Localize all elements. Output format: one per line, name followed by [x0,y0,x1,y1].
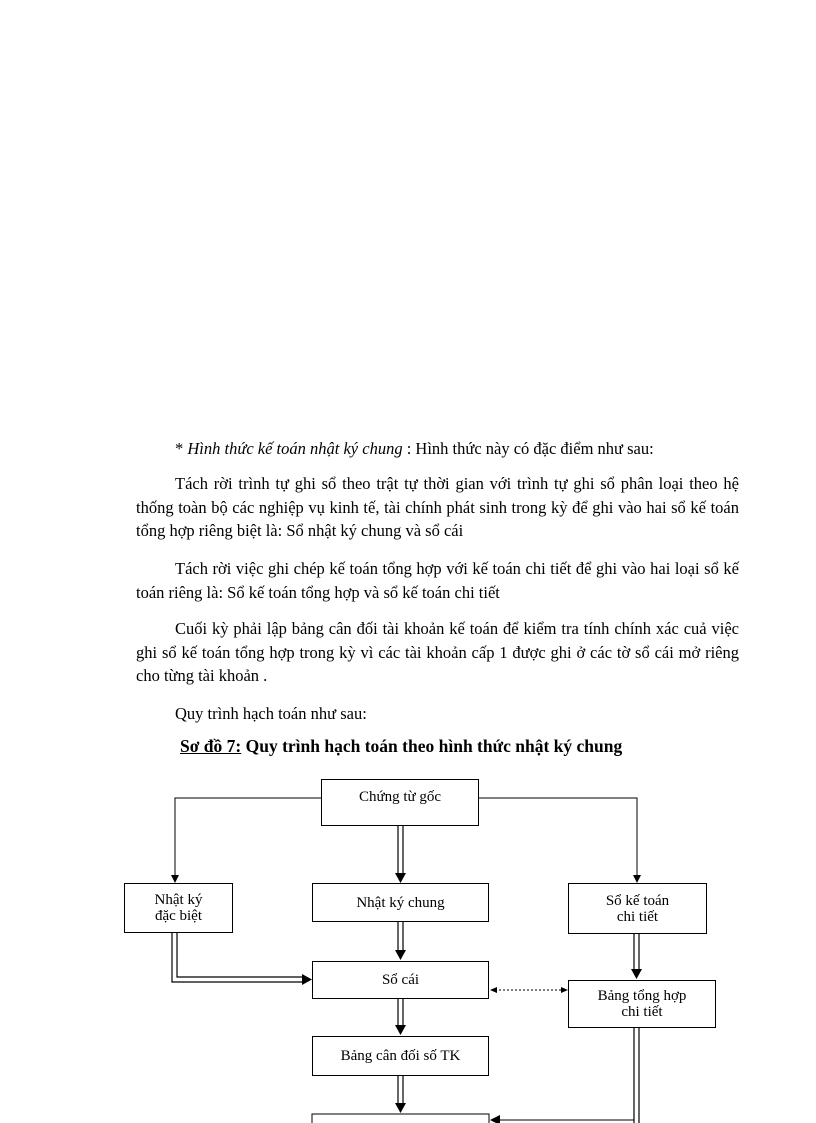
arrow-goc-to-dac-biet [175,798,321,882]
box-chung-tu-goc: Chứng từ gốc [321,779,479,826]
box-bang-tong-hop-chi-tiet: Bảng tổng hợp chi tiết [568,980,716,1028]
box-bang-can-doi-so-tk: Bảng cân đối số TK [312,1036,489,1076]
intro-title: Hình thức kế toán nhật ký chung [187,439,403,458]
box-so-cai: Sổ cái [312,961,489,999]
paragraph-1: Tách rời trình tự ghi sổ theo trật tự thời gian với trình tự ghi sổ phân loại theo hệ thống toàn bộ các nghiệp vụ kinh tế, tài chính phát sinh trong kỳ để ghi vào hai sổ kế toán tổng hợp riêng biệt là: Sổ nhật ký chung và sổ cái [136,474,739,540]
arrow-so-cai-to-bang-can-doi [395,999,406,1035]
diagram-heading-text: Quy trình hạch toán theo hình thức nhật ký chung [241,736,623,756]
paragraph-2: Tách rời việc ghi chép kế toán tổng hợp với kế toán chi tiết để ghi vào hai loại sổ kế toán riêng là: Sổ kế toán tổng hợp và sổ kế toán chi tiết [136,559,739,602]
intro-prefix: * [175,439,188,458]
arrow-bang-can-doi-to-bao-cao [395,1076,406,1113]
box-nhat-ky-chung: Nhật ký chung [312,883,489,922]
arrow-tong-hop-to-bao-cao [490,1028,639,1123]
box-bao-cao-partial [312,1114,489,1123]
diagram-heading-label: Sơ đồ 7: [180,736,242,756]
intro-rest: : Hình thức này có đặc điểm như sau: [402,439,654,458]
arrow-goc-to-nhat-ky-chung [395,826,406,883]
paragraph-4: Quy trình hạch toán như sau: [175,704,367,723]
paragraph-3: Cuối kỳ phải lập bảng cân đối tài khoản kế toán để kiểm tra tính chính xác cuả việc ghi sổ kế toán tổng hợp trong kỳ vì các tài khoản cấp 1 được ghi ở các tờ sổ cái mở riêng cho từng tài khoản . [136,619,739,685]
arrow-nhat-ky-chung-to-so-cai [395,922,406,960]
arrow-dac-biet-to-so-cai [172,933,312,985]
box-so-ke-toan-chi-tiet: Sổ kế toán chi tiết [568,883,707,934]
box-nhat-ky-dac-biet: Nhật ký đặc biệt [124,883,233,933]
arrow-goc-to-chi-tiet [479,798,637,882]
arrow-chi-tiet-to-tong-hop [631,934,642,979]
